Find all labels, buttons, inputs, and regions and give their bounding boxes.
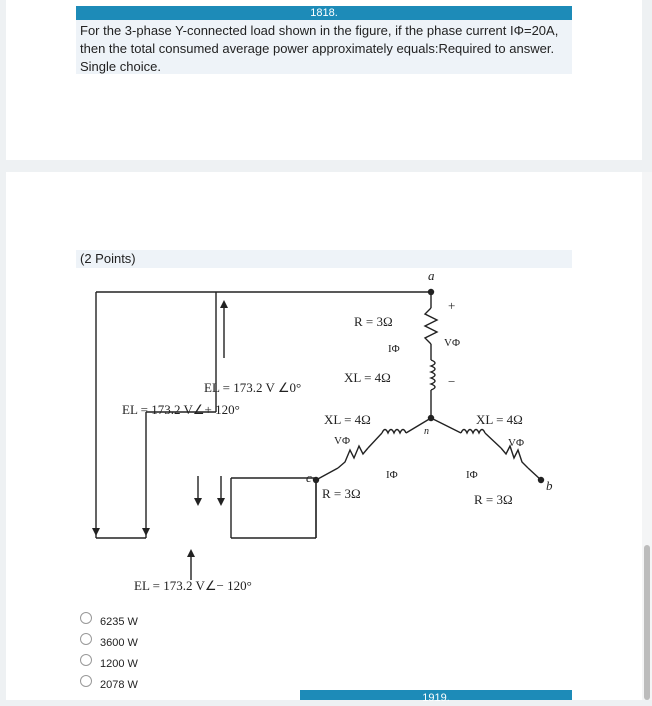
xl-top-label: XL = 4Ω	[344, 370, 391, 385]
radio-button[interactable]	[80, 612, 92, 624]
v-left-label: VΦ	[334, 435, 350, 447]
option-label: 3600 W	[100, 637, 138, 649]
i-right-label: IΦ	[466, 469, 478, 481]
r-top-label: R = 3Ω	[354, 314, 393, 329]
minus-top-label: −	[448, 374, 456, 389]
next-question-number: 1919.	[300, 690, 572, 700]
option-label: 2078 W	[100, 679, 138, 691]
node-n-label: n	[424, 426, 429, 437]
xl-left-label: XL = 4Ω	[324, 412, 371, 427]
question-number: 1818.	[76, 6, 572, 20]
circuit-figure	[76, 268, 572, 608]
scrollbar-thumb[interactable]	[644, 545, 650, 700]
i-top-label: IΦ	[388, 343, 400, 355]
points-label: (2 Points)	[76, 250, 572, 268]
radio-button[interactable]	[80, 675, 92, 687]
v-top-label: VΦ	[444, 337, 460, 349]
option-label: 6235 W	[100, 616, 138, 628]
plus-top-label: +	[448, 298, 456, 313]
radio-button[interactable]	[80, 654, 92, 666]
option-label: 1200 W	[100, 658, 138, 670]
node-b-label: b	[546, 478, 553, 493]
r-left-label: R = 3Ω	[322, 486, 361, 501]
r-right-label: R = 3Ω	[474, 492, 513, 507]
radio-button[interactable]	[80, 633, 92, 645]
el-line-1: EL = 173.2 V ∠0°	[204, 380, 302, 395]
i-left-label: IΦ	[386, 469, 398, 481]
el-line-3: EL = 173.2 V∠− 120°	[134, 578, 252, 593]
el-line-2: EL = 173.2 V∠+ 120°	[122, 402, 240, 417]
v-right-label: VΦ	[508, 437, 524, 449]
question-prompt: For the 3-phase Y-connected load shown in the figure, if the phase current IΦ=20A, then the total consumed average power approximately equals:Required to answer. Single choice.	[76, 20, 572, 74]
xl-right-label: XL = 4Ω	[476, 412, 523, 427]
node-a-label: a	[428, 268, 435, 283]
node-c-label: c	[306, 470, 312, 485]
